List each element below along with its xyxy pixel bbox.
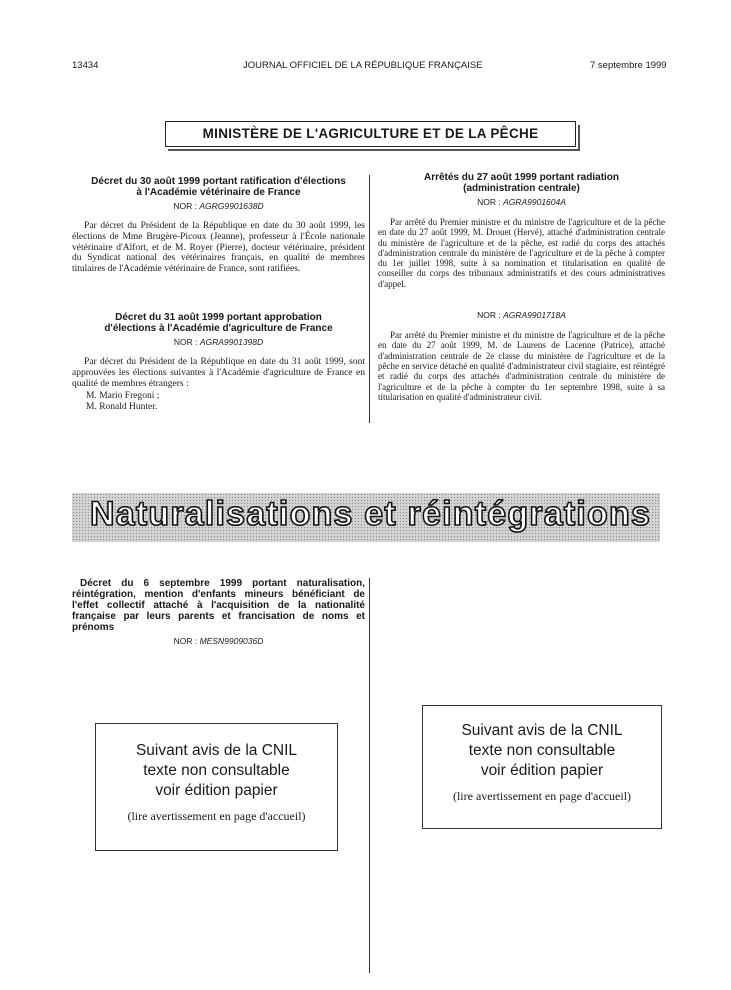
cnil-line: voir édition papier <box>155 782 278 799</box>
arrete-body: Par arrêté du Premier ministre et du ministre de l'agriculture et de la pêche en date du 27 août 1999, M. de Laurens de Lacenne (Patrice), attaché d'administration centrale de 2e classe du ministère de l'agriculture et de la pêche en service détaché en qualité d'administrateur civil stagiaire, est réintégré et radié du corps des attachés d'administration centrale du ministère de l'agriculture et de la pêche à compter du 1er septembre 1998, suite à sa titularisation en qualité d'administrateur civil. <box>378 330 665 402</box>
decree-title: Décret du 6 septembre 1999 portant naturalisation, réintégration, mention d'enfants mineurs bénéficiant de l'effet collectif attaché à l'acquisition de la nationalité française par leurs parents et francisation de noms et prénoms <box>72 578 365 633</box>
nor-label: NOR : <box>477 310 501 321</box>
journal-title: JOURNAL OFFICIEL DE LA RÉPUBLIQUE FRANÇAISE <box>243 60 483 71</box>
nor-code: AGRA9901718A <box>503 310 566 321</box>
decree-title-line: Décret du 31 août 1999 portant approbation <box>115 312 322 323</box>
nor-label: NOR : <box>173 201 197 211</box>
decree-academie-agriculture <box>72 312 365 413</box>
nor-reference <box>72 201 365 211</box>
column-divider-bottom <box>369 578 370 973</box>
nor-label: NOR : <box>173 636 198 646</box>
cnil-line: texte non consultable <box>143 762 290 779</box>
arrete-title-line: Arrêtés du 27 août 1999 portant radiation <box>423 172 620 183</box>
nor-label: NOR : <box>477 197 501 207</box>
cnil-line: Suivant avis de la CNIL <box>135 742 298 759</box>
nor-code: MESN9909036D <box>199 636 264 646</box>
decree-title-line: d'élections à l'Académie d'agriculture de France <box>104 323 333 334</box>
nor-reference <box>72 337 365 347</box>
arretes-radiation <box>378 172 665 402</box>
cnil-notice-left <box>95 723 338 851</box>
arrete-title-line: (administration centrale) <box>463 183 580 194</box>
cnil-note: (lire avertissement en page d'accueil) <box>452 789 632 803</box>
cnil-note: (lire avertissement en page d'accueil) <box>127 809 306 823</box>
decree-body: Par décret du Président de la République en date du 31 août 1999, sont approuvées les élections suivantes à l'Académie d'agriculture de France en qualité de membres étrangers : <box>72 357 365 389</box>
nor-reference <box>378 310 665 320</box>
page-number: 13434 <box>72 60 99 71</box>
member-name: M. Ronald Hunter. <box>86 402 158 413</box>
cnil-line: texte non consultable <box>468 742 616 759</box>
column-divider-top <box>369 175 370 423</box>
nor-code: AGRA9901398D <box>199 337 264 347</box>
decree-academie-veterinaire <box>72 176 365 275</box>
member-name: M. Mario Fregoni ; <box>86 391 160 402</box>
nor-label: NOR : <box>173 337 198 347</box>
decree-title-line: à l'Académie vétérinaire de France <box>136 187 301 198</box>
cnil-line: voir édition papier <box>480 762 604 779</box>
cnil-line: Suivant avis de la CNIL <box>461 722 623 739</box>
issue-date: 7 septembre 1999 <box>590 60 667 71</box>
decree-title-line: Décret du 30 août 1999 portant ratification d'élections <box>91 176 346 187</box>
section-banner-title: Naturalisations et réintégrations <box>90 495 652 533</box>
decree-body: Par décret du Président de la République en date du 30 août 1999, les élections de Mme Brugère-Picoux (Jeanne), professeur à l'École nationale vétérinaire d'Alfort, et de M. Royer (Pierre), docteur vétérinaire, président du Syndicat national des vétérinaires français, en qualité de membres titulaires de l'Académie vétérinaire de France, sont ratifiées. <box>72 221 365 275</box>
arrete-body: Par arrêté du Premier ministre et du ministre de l'agriculture et de la pêche en date du 27 août 1999, M. Drouet (Hervé), attaché d'administration centrale du ministère de l'agriculture et de la pêche, est radié du corps des attachés d'administration centrale du ministère de l'agriculture et de la pêche à compter du 1er juillet 1998, suite à sa nomination et titularisation en qualité de conseiller du corps des tribunaux administratifs et des cours administratives d'appel. <box>378 217 665 289</box>
nor-code: AGRA9901604A <box>503 197 566 207</box>
nor-reference <box>378 197 665 207</box>
decree-naturalisation <box>72 578 365 646</box>
ministry-heading: MINISTÈRE DE L'AGRICULTURE ET DE LA PÊCHE <box>165 121 576 147</box>
cnil-notice-right <box>422 705 662 829</box>
nor-reference <box>72 636 365 646</box>
nor-code: AGRG9901638D <box>199 201 264 211</box>
